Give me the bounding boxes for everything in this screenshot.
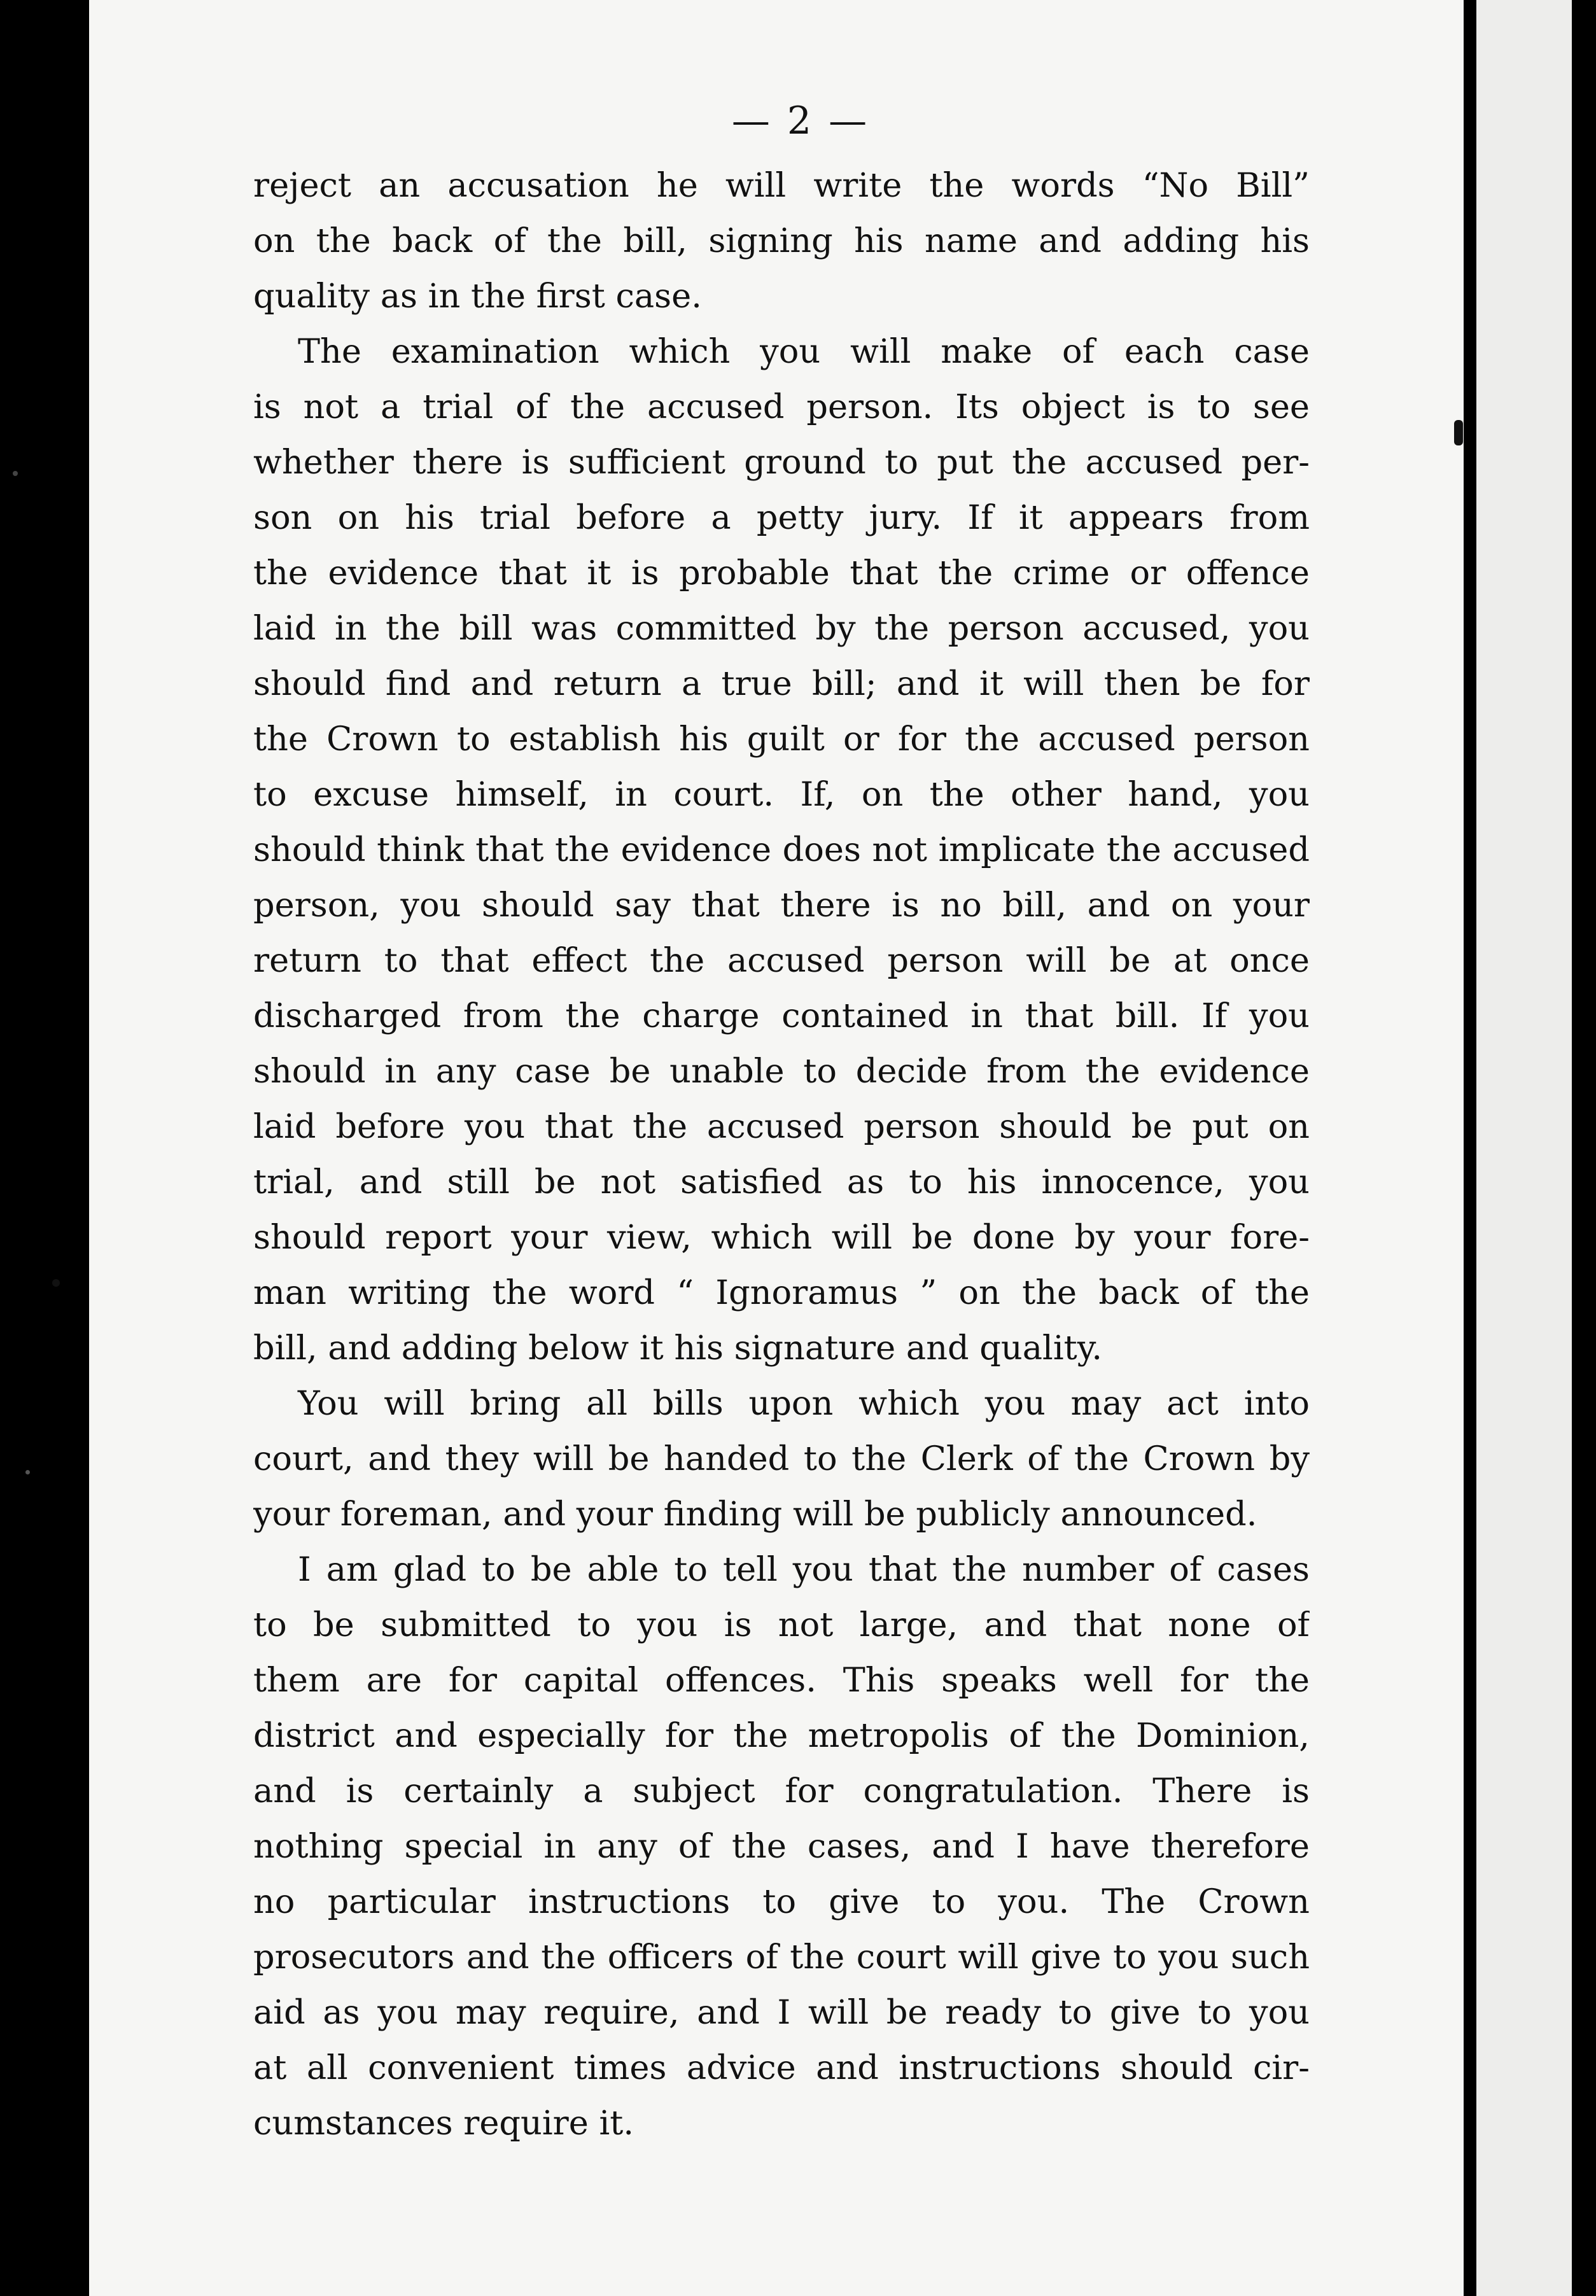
text-line: nothing special in any of the cases, and I have therefore	[253, 1827, 1310, 1866]
text-line: and is certainly a subject for congratulation. There is	[253, 1772, 1310, 1810]
paragraph	[253, 324, 1310, 1376]
text-line: no particular instructions to give to you. The Crown	[253, 1882, 1310, 1921]
text-line: cumstances require it.	[253, 2104, 634, 2143]
text-line: discharged from the charge contained in that bill. If you	[253, 997, 1310, 1035]
text-line: district and especially for the metropolis of the Dominion,	[253, 1716, 1310, 1755]
text-line: on the back of the bill, signing his name and adding his	[253, 221, 1310, 260]
text-line: your foreman, and your finding will be publicly announced.	[253, 1495, 1257, 1534]
text-line: should report your view, which will be done by your fore-	[253, 1218, 1310, 1257]
text-line: to be submitted to you is not large, and that none of	[253, 1606, 1310, 1644]
text-line: laid before you that the accused person should be put on	[253, 1107, 1310, 1146]
text-line: prosecutors and the officers of the court will give to you such	[253, 1938, 1310, 1977]
ink-speck	[13, 471, 18, 476]
ink-speck	[52, 1279, 60, 1287]
ink-speck	[1454, 420, 1463, 445]
text-line: should think that the evidence does not implicate the accused	[253, 830, 1310, 869]
text-line: aid as you may require, and I will be ready to give to you	[253, 1993, 1310, 2032]
text-line: bill, and adding below it his signature and quality.	[253, 1329, 1103, 1368]
text-line: at all convenient times advice and instructions should cir-	[253, 2048, 1310, 2087]
text-line: I am glad to be able to tell you that the number of cases	[298, 1550, 1310, 1589]
text-line: return to that effect the accused person will be at once	[253, 941, 1310, 980]
text-line: is not a trial of the accused person. Its object is to see	[253, 388, 1310, 426]
text-line: laid in the bill was committed by the person accused, you	[253, 609, 1310, 648]
page-number: — 2 —	[731, 99, 870, 143]
text-line: reject an accusation he will write the words “No Bill”	[253, 166, 1310, 205]
text-line: the evidence that it is probable that the crime or offence	[253, 554, 1310, 592]
ink-speck	[25, 1470, 30, 1474]
text-line: should find and return a true bill; and it will then be for	[253, 664, 1310, 703]
text-line: court, and they will be handed to the Clerk of the Crown by	[253, 1439, 1310, 1478]
text-line: man writing the word “ Ignoramus ” on the back of the	[253, 1273, 1310, 1312]
text-line: to excuse himself, in court. If, on the other hand, you	[253, 775, 1310, 814]
text-line: whether there is sufficient ground to put the accused per-	[253, 443, 1310, 482]
document-body	[253, 89, 1310, 2151]
text-line: quality as in the first case.	[253, 277, 702, 316]
paragraph-container	[253, 158, 1310, 2151]
text-line: You will bring all bills upon which you may act into	[298, 1384, 1310, 1423]
adjacent-page-edge	[1476, 0, 1572, 2296]
paragraph	[253, 1542, 1310, 2151]
paragraph	[253, 158, 1310, 324]
text-line: should in any case be unable to decide from the evidence	[253, 1052, 1310, 1091]
text-line: them are for capital offences. This speaks well for the	[253, 1661, 1310, 1700]
paragraph	[253, 1376, 1310, 1542]
text-line: trial, and still be not satisfied as to his innocence, you	[253, 1163, 1310, 1201]
text-line: son on his trial before a petty jury. If it appears from	[253, 498, 1310, 537]
text-line: The examination which you will make of each case	[298, 332, 1310, 371]
text-line: the Crown to establish his guilt or for the accused person	[253, 720, 1310, 759]
text-line: person, you should say that there is no bill, and on your	[253, 886, 1310, 925]
